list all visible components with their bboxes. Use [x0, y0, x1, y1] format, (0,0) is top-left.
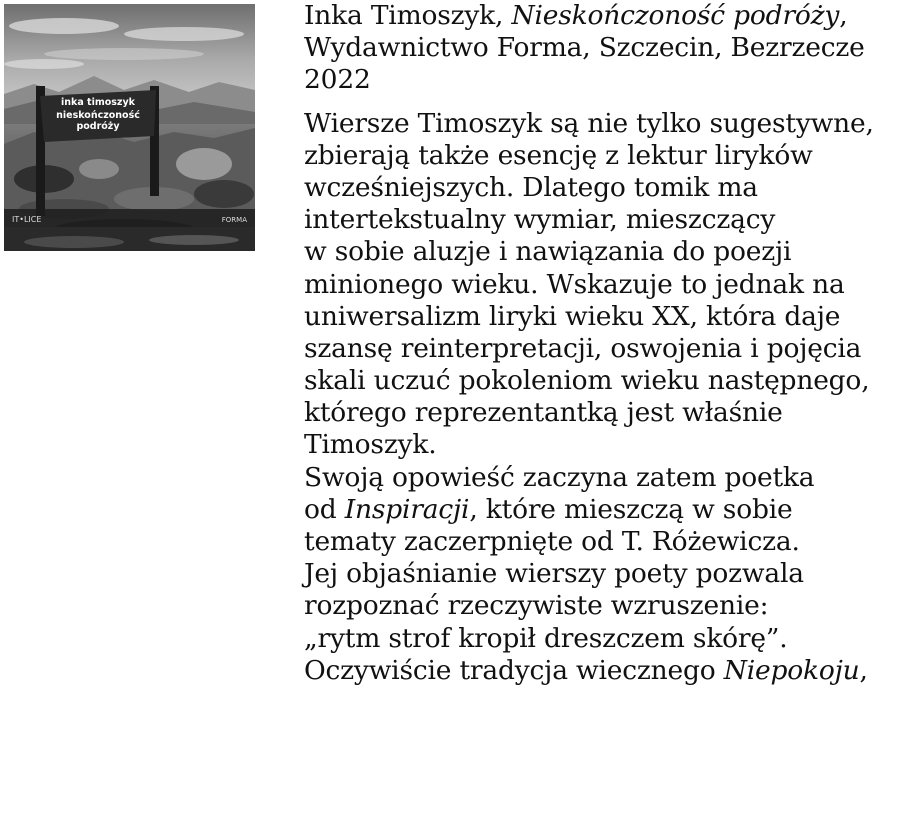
body-line: tematy zaczerpnięte od T. Różewicza. — [304, 526, 800, 557]
body-line: którego reprezentantką jest właśnie — [304, 397, 783, 429]
body-line: Jej objaśnianie wierszy poety pozwala — [304, 558, 804, 590]
body-line: wcześniejszych. Dlatego tomik ma — [304, 171, 758, 203]
citation-punct: , — [839, 0, 848, 31]
body-line: uniwersalizm liryki wieku XX, która daje — [304, 300, 841, 332]
body-line: Wiersze Timoszyk są nie tylko sugestywne, — [304, 107, 874, 139]
body-line: szansę reinterpretacji, oswojenia i pojęcia — [304, 332, 862, 364]
body-line: rozpoznać rzeczywiste wzruszenie: — [304, 590, 769, 622]
cover-author: inka timoszyk — [61, 97, 135, 108]
review-body — [304, 108, 900, 687]
body-line: Swoją opowieść zaczyna zatem poetka — [304, 461, 815, 493]
body-line: „rytm strof kropił dreszczem skórę”. — [304, 622, 788, 654]
citation-line — [304, 0, 900, 32]
body-line — [304, 494, 900, 526]
citation — [304, 0, 900, 97]
body-line: minionego wieku. Wskazuje to jednak na — [304, 268, 845, 300]
citation-year: 2022 — [304, 64, 371, 96]
book-title: Nieskończoność podróży — [511, 0, 840, 31]
body-text: , — [859, 654, 868, 686]
cover-publisher-logo: FORMA — [221, 216, 247, 224]
body-line: intertekstualny wymiar, mieszczący — [304, 204, 776, 236]
body-line: skali uczuć pokoleniom wieku następnego, — [304, 365, 870, 397]
body-text: od — [304, 493, 345, 525]
book-cover-image — [4, 4, 255, 251]
body-text: Oczywiście tradycja wiecznego — [304, 654, 724, 686]
citation-author: Inka Timoszyk, — [304, 0, 512, 31]
body-line — [304, 655, 900, 687]
cover-series-logo: IT•LICE — [12, 215, 42, 224]
italic-title: Inspiracji — [344, 493, 470, 525]
cover-title-line1: nieskończoność — [56, 110, 140, 121]
review-text — [304, 0, 900, 687]
body-line: w sobie aluzje i nawiązania do poezji — [304, 236, 792, 268]
body-line: Timoszyk. — [304, 429, 437, 461]
cover-title-line2: podróży — [76, 121, 120, 132]
citation-publisher: Wydawnictwo Forma, Szczecin, Bezrzecze — [304, 32, 865, 64]
body-line: zbierają także esencję z lektur liryków — [304, 139, 813, 171]
body-text: , które mieszczą w sobie — [469, 493, 793, 525]
italic-title: Niepokoju — [723, 654, 860, 686]
